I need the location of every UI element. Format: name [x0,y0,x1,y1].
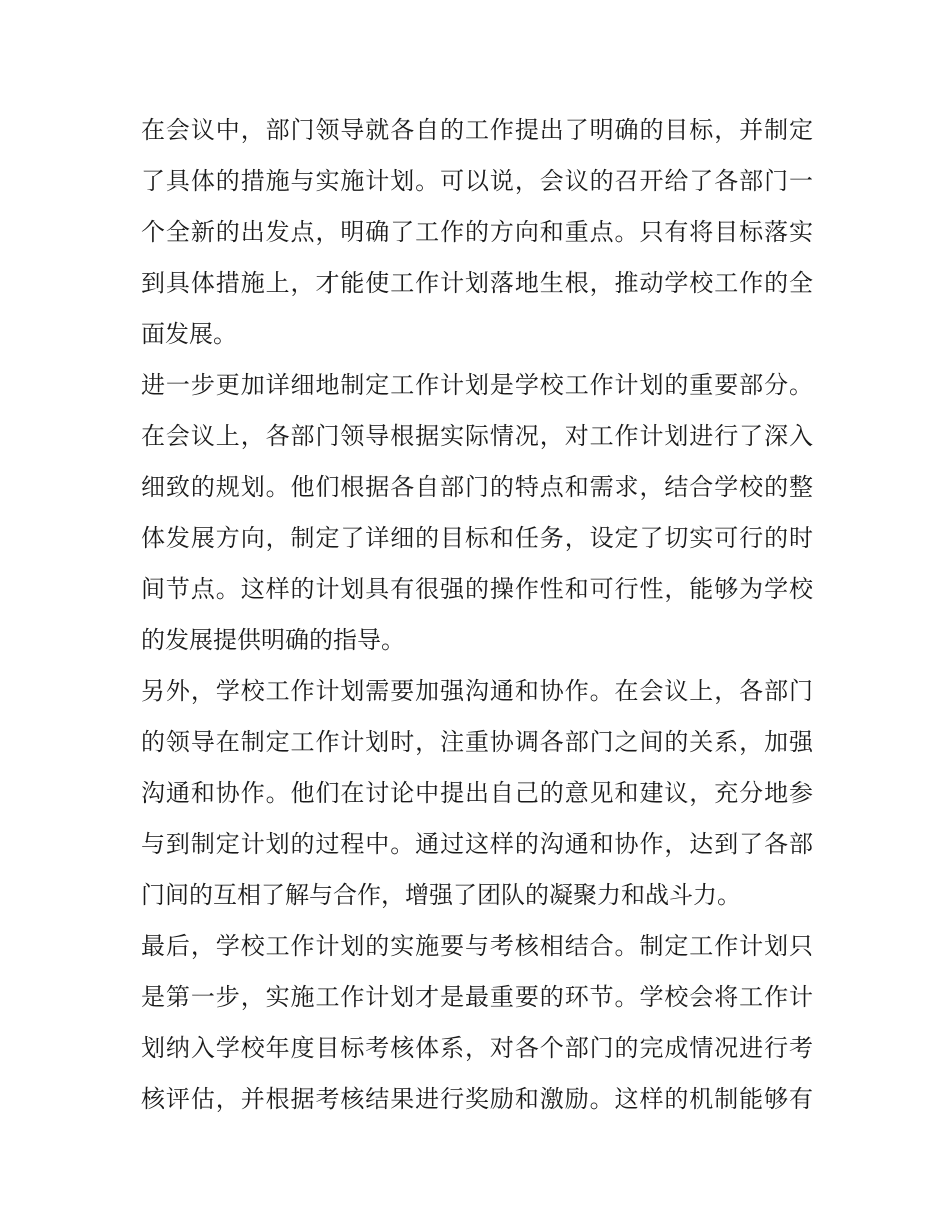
text-line: 进一步更加详细地制定工作计划是学校工作计划的重要部分。 [141,371,813,399]
text-line: 了具体的措施与实施计划。可以说，会议的召开给了各部门一 [141,167,813,195]
paragraph-3 [141,666,813,921]
text-line: 与到制定计划的过程中。通过这样的沟通和协作，达到了各部 [141,830,813,858]
text-line: 个全新的出发点，明确了工作的方向和重点。只有将目标落实 [141,218,813,246]
text-line: 在会议中，部门领导就各自的工作提出了明确的目标，并制定 [141,116,813,144]
text-line: 核评估，并根据考核结果进行奖励和激励。这样的机制能够有 [141,1085,813,1113]
text-line: 的领导在制定工作计划时，注重协调各部门之间的关系，加强 [141,728,813,756]
text-line: 在会议上，各部门领导根据实际情况，对工作计划进行了深入 [141,422,813,450]
text-line: 是第一步，实施工作计划才是最重要的环节。学校会将工作计 [141,983,813,1011]
text-line: 面发展。 [141,320,237,348]
text-line: 最后，学校工作计划的实施要与考核相结合。制定工作计划只 [141,932,813,960]
text-line: 门间的互相了解与合作，增强了团队的凝聚力和战斗力。 [141,881,741,909]
paragraph-2 [141,360,813,666]
text-line: 到具体措施上，才能使工作计划落地生根，推动学校工作的全 [141,269,813,297]
paragraph-4 [141,921,813,1125]
text-line: 另外，学校工作计划需要加强沟通和协作。在会议上，各部门 [141,677,813,705]
text-line: 的发展提供明确的指导。 [141,626,405,654]
text-line: 间节点。这样的计划具有很强的操作性和可行性，能够为学校 [141,575,813,603]
paragraph-1 [141,105,813,360]
text-line: 细致的规划。他们根据各自部门的特点和需求，结合学校的整 [141,473,813,501]
text-line: 体发展方向，制定了详细的目标和任务，设定了切实可行的时 [141,524,813,552]
document-body [141,105,813,1125]
text-line: 划纳入学校年度目标考核体系，对各个部门的完成情况进行考 [141,1034,813,1062]
text-line: 沟通和协作。他们在讨论中提出自己的意见和建议，充分地参 [141,779,813,807]
